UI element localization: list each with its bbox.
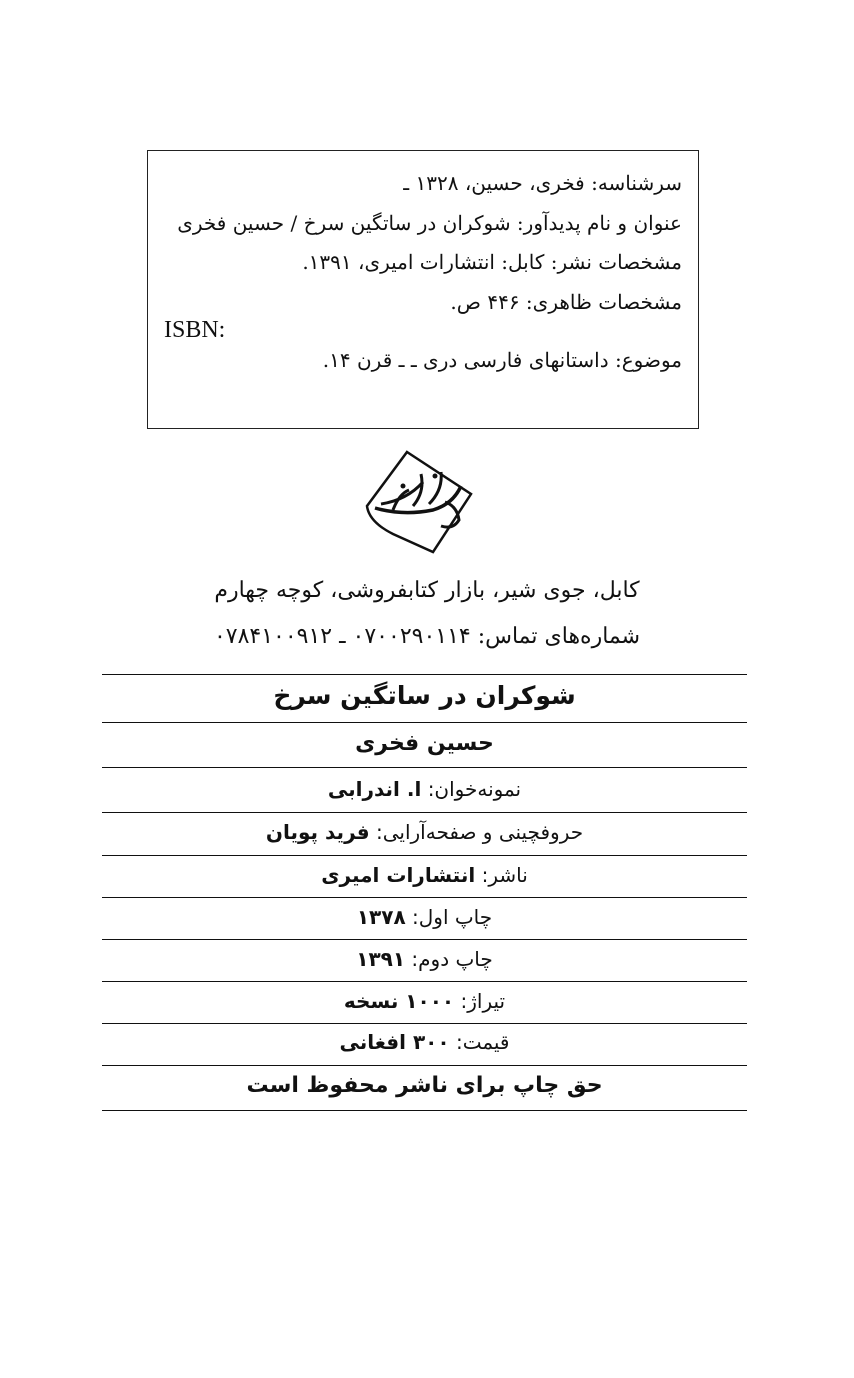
divider [102,981,747,982]
typesetting-name: فرید پویان [265,820,370,844]
divider [102,939,747,940]
second-print-row [102,947,747,971]
divider [102,1023,747,1024]
divider [102,674,747,675]
circulation-label: تیراژ: [460,989,506,1013]
price-label: قیمت: [455,1030,510,1054]
divider [102,855,747,856]
cip-physical-line: مشخصات ظاهری: ۴۴۶ ص. [450,290,682,314]
publisher-logo-icon [363,446,475,558]
first-print-year: ۱۳۷۸ [356,905,406,929]
divider [102,897,747,898]
divider [102,1065,747,1066]
second-print-label: چاپ دوم: [411,947,493,971]
book-author: حسین فخری [355,731,494,756]
cip-title-line: عنوان و نام پدیدآور: شوکران در ساتگین سرخ / حسین فخری [177,211,682,235]
cip-subject-line: موضوع: داستانهای فارسی دری ـ ـ قرن ۱۴. [322,348,682,372]
divider [102,767,747,768]
typesetting-label: حروفچینی و صفحه‌آرایی: [375,820,584,844]
proofreader-name: ا. اندرابی [327,777,422,801]
cataloging-record-box [147,150,699,429]
publisher-label: ناشر: [481,863,528,887]
proofreader-row [102,777,747,801]
cip-publication-line: مشخصات نشر: کابل: انتشارات امیری، ۱۳۹۱. [302,250,682,274]
typesetting-row [102,820,747,844]
circulation-row [102,989,747,1013]
divider [102,812,747,813]
price-row [102,1030,747,1054]
circulation-value: ۱۰۰۰ نسخه [343,989,455,1013]
copyright-notice: حق چاپ برای ناشر محفوظ است [246,1073,603,1098]
publisher-phones: شماره‌های تماس: ۰۷۰۰۲۹۰۱۱۴ ـ ۰۷۸۴۱۰۰۹۱۲ [213,624,641,649]
book-title: شوکران در ساتگین سرخ [273,681,576,710]
price-value: ۳۰۰ افغانی [339,1030,450,1054]
isbn-label: ISBN: [164,317,226,343]
divider [102,722,747,723]
publisher-address: کابل، جوی شیر، بازار کتابفروشی، کوچه چهارم [214,578,640,603]
divider [102,1110,747,1111]
proofreader-label: نمونه‌خوان: [427,777,522,801]
first-print-label: چاپ اول: [412,905,493,929]
second-print-year: ۱۳۹۱ [356,947,406,971]
publisher-name: انتشارات امیری [321,863,476,887]
publisher-row [102,863,747,887]
first-print-row [102,905,747,929]
cip-heading-line: سرشناسه: فخری، حسین، ۱۳۲۸ ـ [403,171,682,195]
